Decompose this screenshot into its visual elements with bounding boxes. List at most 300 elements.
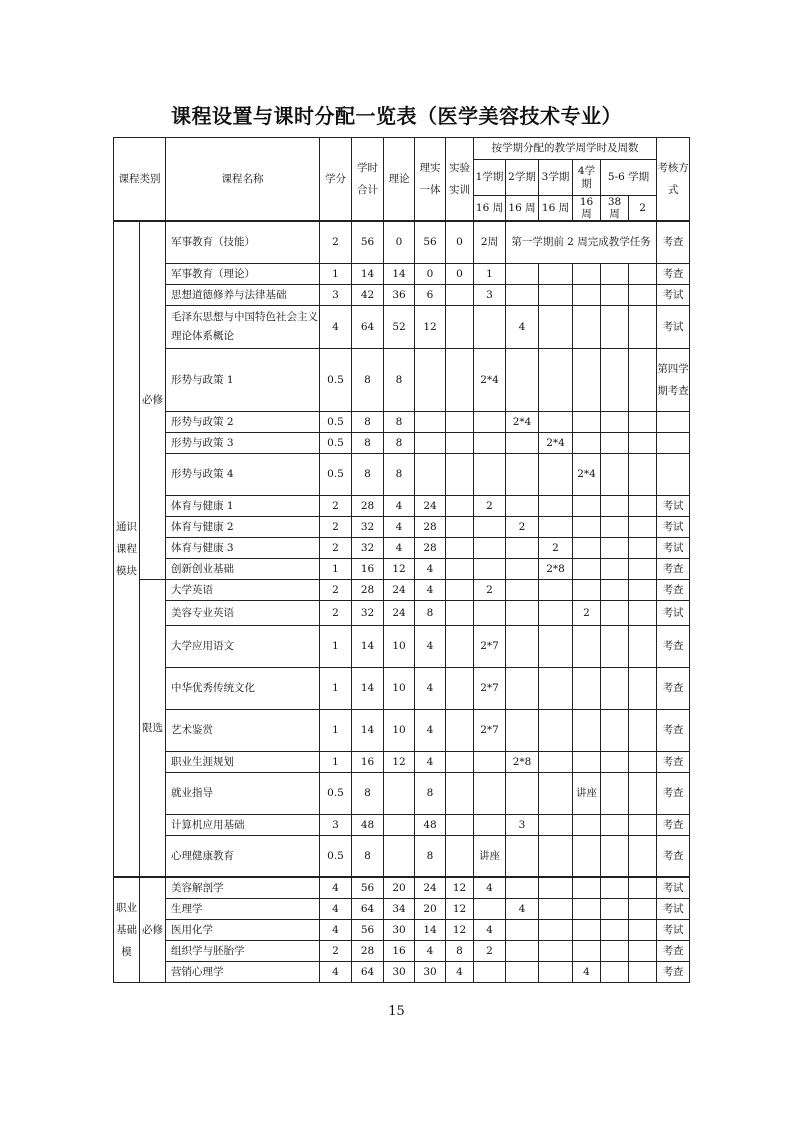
sem1-cell	[474, 305, 506, 348]
sem3-cell	[539, 961, 573, 982]
sem2-cell	[506, 432, 539, 453]
lab-cell: 12	[446, 877, 474, 898]
sem5-cell	[601, 961, 629, 982]
sem2-cell	[506, 667, 539, 709]
credits-cell: 2	[320, 516, 352, 537]
lab-cell	[446, 751, 474, 772]
sem5-cell	[601, 898, 629, 919]
table-row	[114, 751, 690, 772]
sem1-cell	[474, 814, 506, 835]
theory-cell: 8	[384, 432, 415, 453]
course-name: 职业生涯规划	[166, 751, 320, 772]
sem3-cell	[539, 898, 573, 919]
sem3-cell	[539, 772, 573, 814]
sem2-cell	[506, 284, 539, 305]
sem3-cell	[539, 305, 573, 348]
sem6-cell	[629, 877, 657, 898]
sem4-cell: 2*4	[573, 453, 601, 495]
module-required: 必修	[140, 221, 166, 579]
sem1-cell: 2*7	[474, 667, 506, 709]
sem2-cell: 3	[506, 814, 539, 835]
sem1-cell	[474, 961, 506, 982]
sem4-cell	[573, 537, 601, 558]
integrated-cell: 28	[415, 537, 446, 558]
theory-cell: 12	[384, 751, 415, 772]
hours-cell: 56	[352, 919, 384, 940]
header-lab: 实验实训	[446, 138, 474, 222]
module-elective: 限选	[140, 579, 166, 877]
header-name: 课程名称	[166, 138, 320, 222]
integrated-cell: 6	[415, 284, 446, 305]
sem4-cell	[573, 579, 601, 600]
sem5-cell	[601, 814, 629, 835]
hours-cell: 32	[352, 600, 384, 625]
credits-cell: 2	[320, 600, 352, 625]
lab-cell: 4	[446, 961, 474, 982]
theory-cell: 30	[384, 919, 415, 940]
note-cell: 第一学期前 2 周完成教学任务	[506, 221, 657, 263]
lab-cell: 0	[446, 263, 474, 284]
sem5-cell	[601, 348, 629, 411]
sem3-cell: 2*4	[539, 432, 573, 453]
sem5-cell	[601, 835, 629, 877]
sem1-cell	[474, 432, 506, 453]
sem3-cell	[539, 579, 573, 600]
sem1-cell: 3	[474, 284, 506, 305]
exam-cell: 考查	[657, 558, 690, 579]
sem3-cell	[539, 600, 573, 625]
lab-cell	[446, 625, 474, 667]
sem3-cell	[539, 625, 573, 667]
integrated-cell: 4	[415, 625, 446, 667]
theory-cell: 0	[384, 221, 415, 263]
sem4-cell	[573, 432, 601, 453]
course-name: 营销心理学	[166, 961, 320, 982]
course-name: 中华优秀传统文化	[166, 667, 320, 709]
sem5-cell	[601, 305, 629, 348]
sem5-cell	[601, 558, 629, 579]
credits-cell: 4	[320, 919, 352, 940]
sem6-cell	[629, 814, 657, 835]
credits-cell: 1	[320, 751, 352, 772]
hours-cell: 14	[352, 667, 384, 709]
credits-cell: 2	[320, 221, 352, 263]
exam-cell	[657, 453, 690, 495]
sem6-cell	[629, 453, 657, 495]
course-name: 形势与政策 3	[166, 432, 320, 453]
sem4-cell	[573, 411, 601, 432]
sem1-cell	[474, 600, 506, 625]
table-row	[114, 940, 690, 961]
course-name: 形势与政策 2	[166, 411, 320, 432]
sem3-cell: 2	[539, 537, 573, 558]
credits-cell: 3	[320, 814, 352, 835]
lab-cell	[446, 558, 474, 579]
sem5-cell	[601, 284, 629, 305]
integrated-cell: 24	[415, 877, 446, 898]
course-name: 大学应用语文	[166, 625, 320, 667]
theory-cell: 34	[384, 898, 415, 919]
hours-cell: 8	[352, 772, 384, 814]
credits-cell: 0.5	[320, 835, 352, 877]
page-title: 课程设置与课时分配一览表（医学美容技术专业）	[171, 104, 622, 128]
header-theory: 理论	[384, 138, 415, 222]
table-row	[114, 221, 690, 263]
course-name: 组织学与胚胎学	[166, 940, 320, 961]
course-name: 创新创业基础	[166, 558, 320, 579]
sem5-cell	[601, 772, 629, 814]
sem3-cell	[539, 495, 573, 516]
course-name: 计算机应用基础	[166, 814, 320, 835]
credits-cell: 2	[320, 940, 352, 961]
exam-cell: 考试	[657, 877, 690, 898]
lab-cell	[446, 835, 474, 877]
integrated-cell: 4	[415, 940, 446, 961]
sem2-cell: 2*8	[506, 751, 539, 772]
sem1-cell: 2*4	[474, 348, 506, 411]
table-row	[114, 284, 690, 305]
credits-cell: 2	[320, 537, 352, 558]
sem5-cell	[601, 432, 629, 453]
theory-cell: 10	[384, 667, 415, 709]
table-row	[114, 579, 690, 600]
theory-cell: 24	[384, 600, 415, 625]
course-table	[113, 137, 690, 983]
sem5-cell	[601, 453, 629, 495]
integrated-cell	[415, 411, 446, 432]
table-row	[114, 814, 690, 835]
sem4-cell	[573, 814, 601, 835]
table-row	[114, 600, 690, 625]
integrated-cell	[415, 453, 446, 495]
header-integrated: 理实一体	[415, 138, 446, 222]
theory-cell: 16	[384, 940, 415, 961]
sem3-cell: 2*8	[539, 558, 573, 579]
sem5-cell	[601, 919, 629, 940]
table-row	[114, 667, 690, 709]
table-row	[114, 709, 690, 751]
sem5-cell	[601, 263, 629, 284]
course-name: 美容解剖学	[166, 877, 320, 898]
course-name: 医用化学	[166, 919, 320, 940]
header-exam: 考核方式	[657, 138, 690, 222]
lab-cell	[446, 667, 474, 709]
exam-cell: 考试	[657, 495, 690, 516]
integrated-cell: 4	[415, 579, 446, 600]
sem2-cell	[506, 835, 539, 877]
sem2-cell	[506, 600, 539, 625]
exam-cell: 考查	[657, 709, 690, 751]
header-sem2: 2学期	[506, 160, 539, 196]
exam-cell: 考查	[657, 961, 690, 982]
sem1-cell	[474, 898, 506, 919]
exam-cell: 考试	[657, 284, 690, 305]
table-row	[114, 625, 690, 667]
sem6-cell	[629, 940, 657, 961]
integrated-cell: 28	[415, 516, 446, 537]
sem6-cell	[629, 558, 657, 579]
credits-cell: 2	[320, 495, 352, 516]
sem2-cell: 2	[506, 516, 539, 537]
hours-cell: 8	[352, 453, 384, 495]
sem3-cell	[539, 263, 573, 284]
sem6-cell	[629, 284, 657, 305]
header-credits: 学分	[320, 138, 352, 222]
lab-cell	[446, 411, 474, 432]
sem3-cell	[539, 667, 573, 709]
course-name: 形势与政策 4	[166, 453, 320, 495]
credits-cell: 1	[320, 709, 352, 751]
credits-cell: 0.5	[320, 348, 352, 411]
hours-cell: 28	[352, 495, 384, 516]
course-name: 美容专业英语	[166, 600, 320, 625]
sem1-cell	[474, 453, 506, 495]
hours-cell: 32	[352, 516, 384, 537]
sem3-cell	[539, 284, 573, 305]
sem1-cell	[474, 558, 506, 579]
exam-cell: 第四学期考查	[657, 348, 690, 411]
table-row	[114, 772, 690, 814]
sem5-cell	[601, 600, 629, 625]
sem1-cell: 2	[474, 940, 506, 961]
sem2-cell: 4	[506, 898, 539, 919]
credits-cell: 1	[320, 667, 352, 709]
sem6-cell	[629, 432, 657, 453]
sem2-cell	[506, 263, 539, 284]
lab-cell	[446, 600, 474, 625]
sem5-cell	[601, 495, 629, 516]
sem6-cell	[629, 835, 657, 877]
integrated-cell: 4	[415, 751, 446, 772]
module-professional: 职业基础模	[114, 877, 140, 982]
lab-cell	[446, 772, 474, 814]
sem6-cell	[629, 667, 657, 709]
theory-cell: 4	[384, 495, 415, 516]
module-general: 通识课程模块	[114, 221, 140, 877]
credits-cell: 4	[320, 877, 352, 898]
hours-cell: 8	[352, 348, 384, 411]
sem4-cell: 4	[573, 961, 601, 982]
exam-cell: 考试	[657, 305, 690, 348]
sem5-cell	[601, 940, 629, 961]
table-row	[114, 919, 690, 940]
exam-cell: 考试	[657, 516, 690, 537]
integrated-cell: 14	[415, 919, 446, 940]
credits-cell: 4	[320, 898, 352, 919]
sem4-cell	[573, 558, 601, 579]
sem2-cell	[506, 348, 539, 411]
theory-cell: 52	[384, 305, 415, 348]
theory-cell: 8	[384, 348, 415, 411]
sem3-cell	[539, 877, 573, 898]
sem6-cell	[629, 537, 657, 558]
sem2-cell: 2*4	[506, 411, 539, 432]
theory-cell	[384, 835, 415, 877]
sem1-cell: 讲座	[474, 835, 506, 877]
theory-cell: 20	[384, 877, 415, 898]
sem5-cell	[601, 877, 629, 898]
exam-cell: 考查	[657, 667, 690, 709]
theory-cell: 10	[384, 625, 415, 667]
header-weeks-5: 38 周	[601, 196, 629, 222]
course-name: 体育与健康 3	[166, 537, 320, 558]
lab-cell	[446, 579, 474, 600]
hours-cell: 8	[352, 432, 384, 453]
sem4-cell	[573, 940, 601, 961]
sem3-cell	[539, 411, 573, 432]
sem4-cell	[573, 516, 601, 537]
sem4-cell	[573, 919, 601, 940]
lab-cell: 12	[446, 898, 474, 919]
integrated-cell: 4	[415, 709, 446, 751]
sem2-cell	[506, 709, 539, 751]
lab-cell	[446, 284, 474, 305]
sem6-cell	[629, 579, 657, 600]
sem4-cell: 2	[573, 600, 601, 625]
header-sem4: 4学期	[573, 160, 601, 196]
sem4-cell	[573, 835, 601, 877]
sem2-cell: 4	[506, 305, 539, 348]
sem3-cell	[539, 835, 573, 877]
exam-cell: 考试	[657, 600, 690, 625]
module-pro-required: 必修	[140, 877, 166, 982]
sem5-cell	[601, 625, 629, 667]
sem4-cell	[573, 284, 601, 305]
credits-cell: 1	[320, 263, 352, 284]
table-row	[114, 537, 690, 558]
sem4-cell	[573, 709, 601, 751]
hours-cell: 56	[352, 877, 384, 898]
sem6-cell	[629, 625, 657, 667]
sem1-cell	[474, 772, 506, 814]
sem2-cell	[506, 940, 539, 961]
credits-cell: 0.5	[320, 453, 352, 495]
sem2-cell	[506, 772, 539, 814]
lab-cell	[446, 537, 474, 558]
sem1-cell	[474, 751, 506, 772]
hours-cell: 28	[352, 579, 384, 600]
hours-cell: 8	[352, 835, 384, 877]
header-weeks-1: 16 周	[474, 196, 506, 222]
sem1-cell: 2周	[474, 221, 506, 263]
theory-cell	[384, 772, 415, 814]
credits-cell: 0.5	[320, 411, 352, 432]
course-name: 生理学	[166, 898, 320, 919]
sem6-cell	[629, 411, 657, 432]
sem2-cell	[506, 579, 539, 600]
sem3-cell	[539, 814, 573, 835]
hours-cell: 16	[352, 558, 384, 579]
course-name: 形势与政策 1	[166, 348, 320, 411]
sem4-cell	[573, 263, 601, 284]
hours-cell: 16	[352, 751, 384, 772]
table-row	[114, 411, 690, 432]
sem3-cell	[539, 516, 573, 537]
exam-cell: 考查	[657, 263, 690, 284]
exam-cell: 考查	[657, 579, 690, 600]
exam-cell: 考试	[657, 898, 690, 919]
sem4-cell: 讲座	[573, 772, 601, 814]
sem3-cell	[539, 940, 573, 961]
hours-cell: 64	[352, 898, 384, 919]
theory-cell: 4	[384, 516, 415, 537]
table-row	[114, 558, 690, 579]
sem5-cell	[601, 411, 629, 432]
table-row	[114, 877, 690, 898]
lab-cell: 12	[446, 919, 474, 940]
integrated-cell: 4	[415, 558, 446, 579]
table-row	[114, 516, 690, 537]
credits-cell: 3	[320, 284, 352, 305]
course-name: 大学英语	[166, 579, 320, 600]
course-name: 心理健康教育	[166, 835, 320, 877]
table-row	[114, 453, 690, 495]
lab-cell	[446, 495, 474, 516]
header-sem1: 1学期	[474, 160, 506, 196]
lab-cell: 8	[446, 940, 474, 961]
lab-cell	[446, 348, 474, 411]
exam-cell: 考查	[657, 772, 690, 814]
sem3-cell	[539, 751, 573, 772]
integrated-cell: 12	[415, 305, 446, 348]
sem1-cell	[474, 537, 506, 558]
theory-cell: 30	[384, 961, 415, 982]
table-row	[114, 495, 690, 516]
hours-cell: 42	[352, 284, 384, 305]
theory-cell: 14	[384, 263, 415, 284]
credits-cell: 0.5	[320, 772, 352, 814]
sem5-cell	[601, 516, 629, 537]
credits-cell: 1	[320, 558, 352, 579]
lab-cell	[446, 432, 474, 453]
header-weeks-3: 16 周	[539, 196, 573, 222]
integrated-cell: 30	[415, 961, 446, 982]
sem6-cell	[629, 600, 657, 625]
sem1-cell: 2	[474, 579, 506, 600]
integrated-cell: 20	[415, 898, 446, 919]
exam-cell	[657, 432, 690, 453]
course-name: 艺术鉴赏	[166, 709, 320, 751]
sem3-cell	[539, 919, 573, 940]
course-name: 军事教育（技能）	[166, 221, 320, 263]
integrated-cell	[415, 432, 446, 453]
sem5-cell	[601, 709, 629, 751]
header-weeks-4: 16 周	[573, 196, 601, 222]
integrated-cell: 8	[415, 772, 446, 814]
sem3-cell	[539, 709, 573, 751]
hours-cell: 8	[352, 411, 384, 432]
header-weeks-6: 2	[629, 196, 657, 222]
sem6-cell	[629, 516, 657, 537]
integrated-cell: 24	[415, 495, 446, 516]
sem4-cell	[573, 751, 601, 772]
header-semester-group: 按学期分配的教学周学时及周数	[474, 138, 657, 160]
exam-cell: 考查	[657, 940, 690, 961]
sem5-cell	[601, 579, 629, 600]
hours-cell: 28	[352, 940, 384, 961]
hours-cell: 14	[352, 625, 384, 667]
exam-cell: 考试	[657, 919, 690, 940]
header-sem56: 5-6 学期	[601, 160, 657, 196]
hours-cell: 14	[352, 263, 384, 284]
course-name: 就业指导	[166, 772, 320, 814]
integrated-cell	[415, 348, 446, 411]
course-name: 军事教育（理论）	[166, 263, 320, 284]
exam-cell: 考查	[657, 835, 690, 877]
exam-cell: 考查	[657, 625, 690, 667]
sem4-cell	[573, 877, 601, 898]
sem2-cell	[506, 877, 539, 898]
